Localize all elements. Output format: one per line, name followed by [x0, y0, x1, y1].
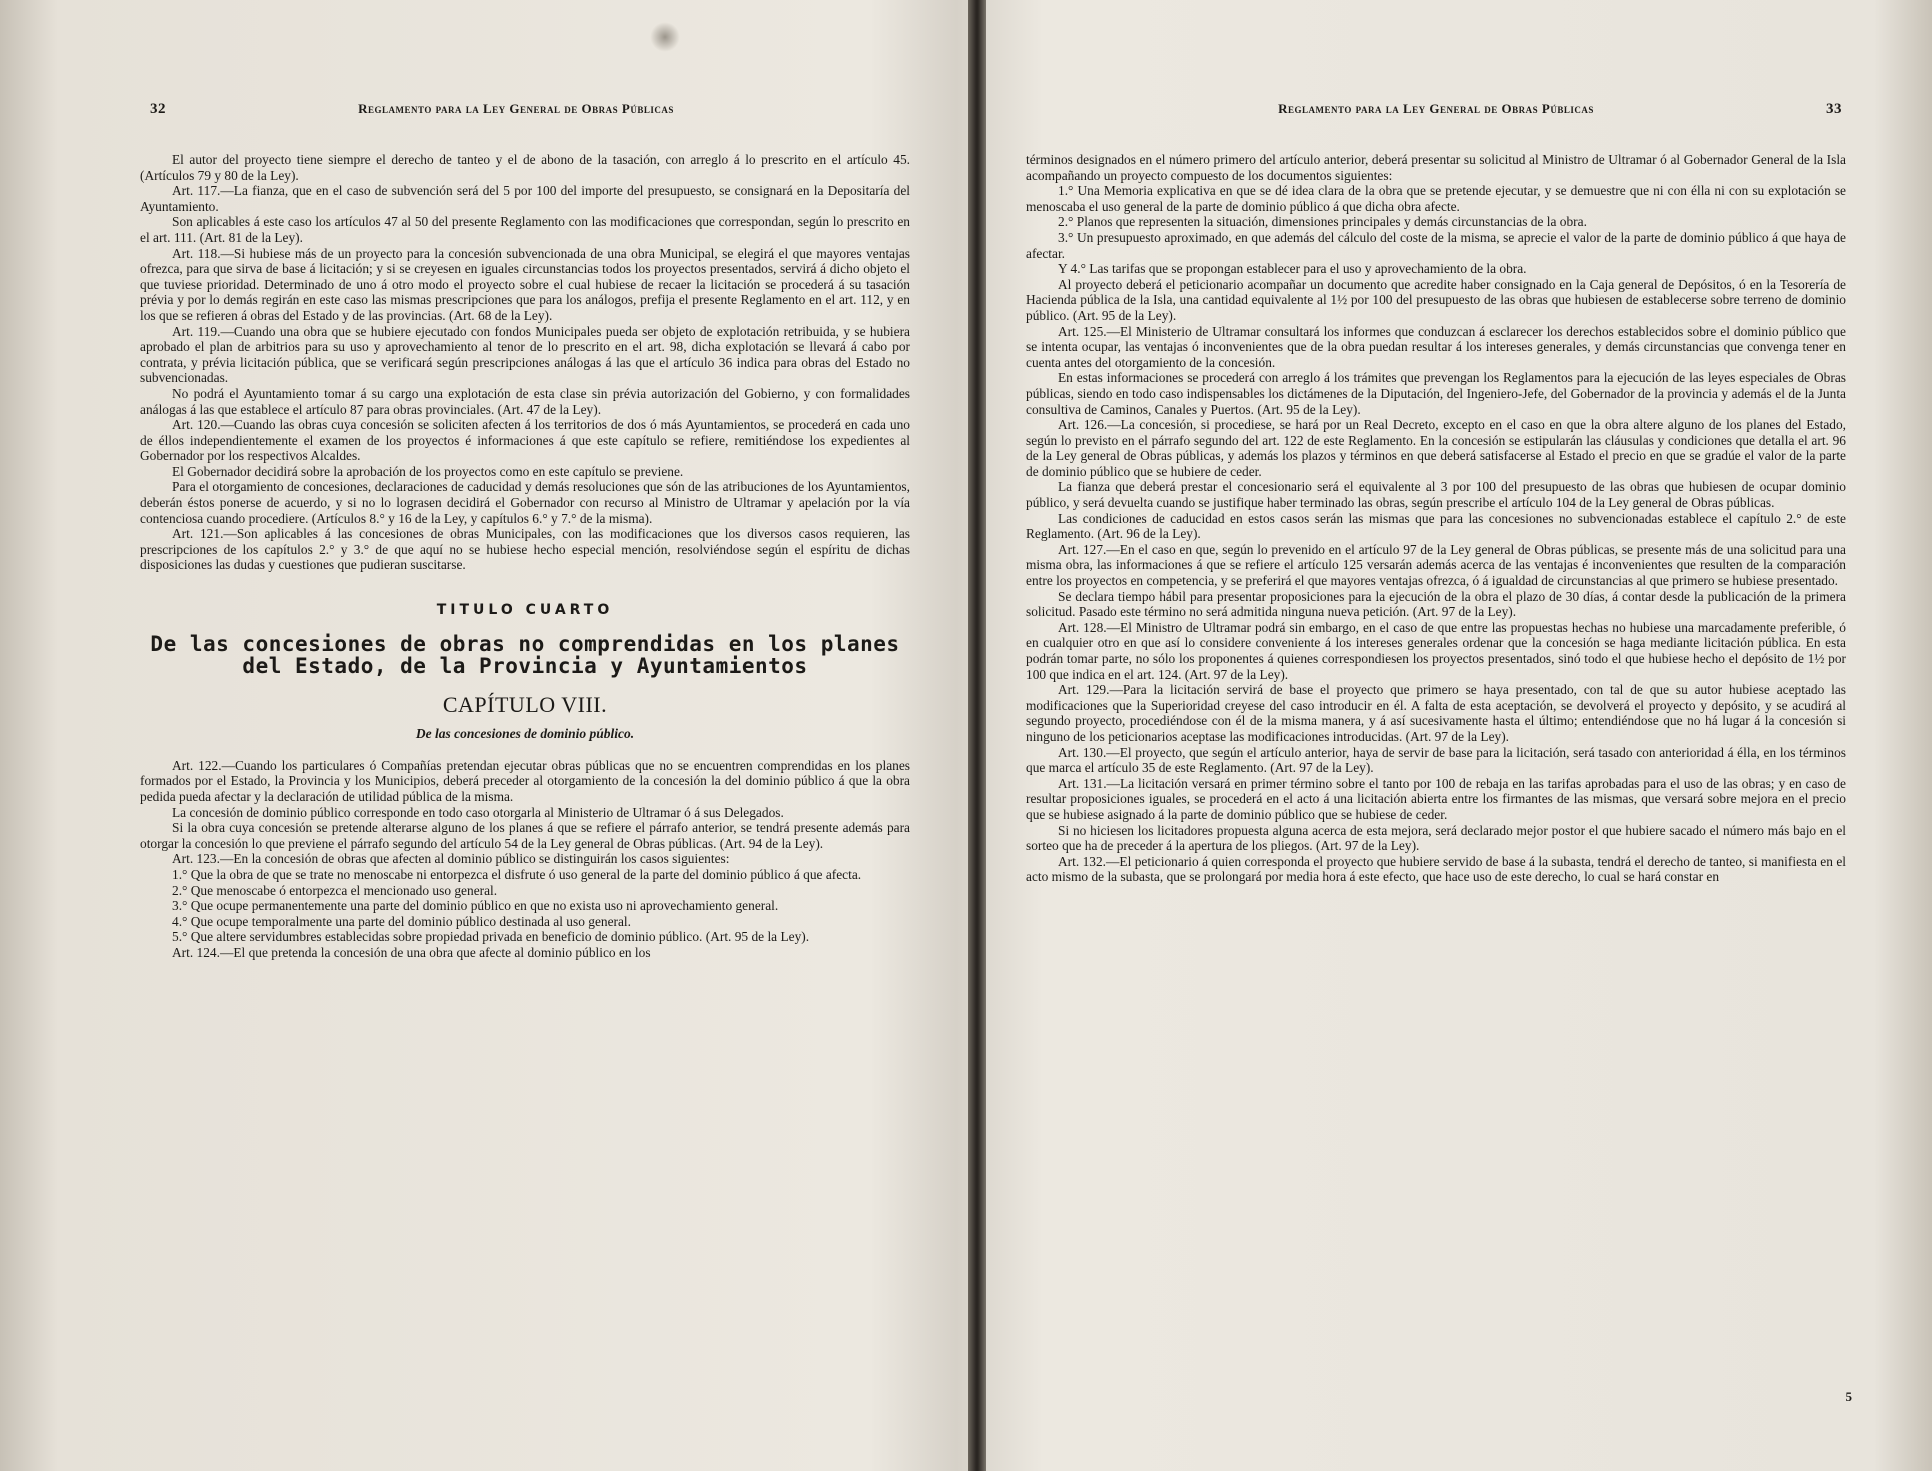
- paragraph: Las condiciones de caducidad en estos casos serán las mismas que para las concesiones no subvencionadas establece el capítulo 2.° de este Reglamento. (Art. 96 de la Ley).: [1026, 510, 1846, 542]
- paragraph: No podrá el Ayuntamiento tomar á su cargo una explotación de esta clase sin prévia autorización del Gobierno, y con formalidades análogas á las que establece el artículo 87 para obras provinciales. (Art. 47 de la Ley).: [140, 385, 910, 417]
- titulo-heading: TITULO CUARTO: [436, 602, 614, 619]
- list-item: 3.° Un presupuesto aproximado, en que además del cálculo del coste de la misma, se aprecie el valor de la parte de dominio público á que haya de afectar.: [1026, 229, 1846, 261]
- left-page-number: 32: [150, 100, 166, 117]
- paragraph: La fianza que deberá prestar el concesionario será el equivalente al 3 por 100 del presupuesto de las obras que hubiesen de ocupar dominio público, y será devuelta cuando se justifique haber terminado las obras, según prescribe el artículo 104 de la Ley general de Obras públicas.: [1026, 479, 1846, 511]
- paragraph: Art. 132.—El peticionario á quien corresponda el proyecto que hubiere servido de base á la subasta, tendrá el derecho de tanteo, si manifiesta en el acto mismo de la subasta, que se prolongará por media hora á este efecto, que hace uso de este derecho, lo cual se hará constar en: [1026, 853, 1846, 885]
- paragraph: Se declara tiempo hábil para presentar proposiciones para la ejecución de la obra el plazo de 30 días, á contar desde la publicación de la primera solicitud. Pasado este término no será admitida ninguna nueva petición. (Art. 97 de la Ley).: [1026, 588, 1846, 620]
- paragraph: Son aplicables á este caso los artículos 47 al 50 del presente Reglamento con las modificaciones que correspondan, según lo prescrito en el art. 111. (Art. 81 de la Ley).: [140, 214, 910, 245]
- paragraph: Art. 123.—En la concesión de obras que afecten al dominio público se distinguirán los casos siguientes:: [172, 851, 730, 867]
- paragraph: Si la obra cuya concesión se pretende alterarse alguno de los planes á que se refiere el párrafo anterior, se tendrá presente además para otorgar la concesión lo que previene el párrafo segundo del artículo 54 de la Ley general de Obras públicas. (Art. 94 de la Ley).: [140, 820, 910, 851]
- paragraph: Art. 119.—Cuando una obra que se hubiere ejecutado con fondos Municipales pueda ser objeto de explotación retribuida, y se hubiera aprobado el plan de arbitrios para su uso y aprovechamiento al tenor de lo prescrito en el art. 98, dicha explotación se llevará á cabo por contrata, y prévia licitación pública, que se verificará según prescripciones análogas á las que el artículo 36 indica para obras del Estado no subvencionadas.: [140, 323, 910, 386]
- left-running-header: [150, 98, 890, 120]
- paragraph: Art. 122.—Cuando los particulares ó Compañías pretendan ejecutar obras públicas que no se encuentren comprendidas en los planes formados por el Estado, la Provincia y los Municipios, deberá preceder al otorgamiento de la concesión la del dominio público á que la obra pedida pueda afectar y la declaración de utilidad pública de la misma.: [140, 757, 910, 804]
- right-page: [986, 0, 1932, 1471]
- book-gutter: [968, 0, 986, 1471]
- paragraph: Art. 126.—La concesión, si procediese, se hará por un Real Decreto, excepto en el caso en que la obra altere alguno de los planes del Estado, según lo previsto en el párrafo segundo del art. 122 de este Reglamento. En la concesión se estipularán las cláusulas y condiciones que detalla el art. 96 de la Ley general de Obras públicas, y además los plazos y términos en que deberá satisfacerse al Estado el precio en que se gradúe el valor de la parte de dominio público que se hubiere de ceder.: [1026, 417, 1846, 479]
- chapter-heading: CAPÍTULO VIII.: [442, 691, 608, 717]
- paragraph: Art. 124.—El que pretenda la concesión de una obra que afecte al dominio público en los: [172, 944, 651, 960]
- paragraph: Art. 128.—El Ministro de Ultramar podrá sin embargo, en el caso de que entre las propuestas hechas no hubiese una marcadamente preferible, ó en cualquier otro en que así lo considere conveniente á los intereses generales ordenar que la concesión se haga mediante licitación pública. En esta podrán tomar parte, no sólo los proponentes á quienes correspondiesen los proyectos presentados, sinó todo el que hubiese hecho el depósito de 1½ por 100 que indica en el art. 124. (Art. 97 de la Ley).: [1026, 619, 1846, 682]
- paragraph: Art. 120.—Cuando las obras cuya concesión se soliciten afecten á los territorios de dos ó más Ayuntamientos, se procederá en cada uno de éllos independientemente el examen de los proyectos é informaciones á que este capítulo se refiere, remitiéndose los expedientes al Gobernador por los respectivos Alcaldes.: [140, 417, 910, 464]
- paragraph: La concesión de dominio público corresponde en todo caso otorgarla al Ministerio de Ultramar ó á sus Delegados.: [172, 804, 784, 820]
- signature-mark: 5: [1845, 1389, 1852, 1404]
- paragraph: El Gobernador decidirá sobre la aprobación de los proyectos como en este capítulo se previene.: [172, 463, 684, 479]
- chapter-subtitle: De las concesiones de dominio público.: [415, 726, 635, 742]
- paragraph: En estas informaciones se procederá con arreglo á los trámites que prevengan los Reglamentos para la ejecución de las leyes especiales de Obras públicas, siendo en todo caso indispensables los dictámenes de la Diputación, del Ingeniero-Jefe, del Gobernador de la provincia y además el de la Junta consultiva de Caminos, Canales y Puertos. (Art. 95 de la Ley).: [1026, 370, 1846, 417]
- list-item: 4.° Que ocupe temporalmente una parte del dominio público destinada al uso general.: [172, 913, 632, 929]
- paragraph: Si no hiciesen los licitadores propuesta alguna acerca de esta mejora, será declarado mejor postor el que hubiere sacado el número más bajo en el sorteo que ha de preceder á la apertura de los pliegos. (Art. 97 de la Ley).: [1026, 822, 1846, 854]
- right-page-number: 33: [1826, 100, 1842, 117]
- list-item: 1.° Una Memoria explicativa en que se dé idea clara de la obra que se pretende ejecutar, y se demuestre que ni con élla ni con su explotación se menoscaba el uso general de la parte de dominio público á que dicha obra afecte.: [1026, 183, 1846, 214]
- paragraph: Art. 127.—En el caso en que, según lo prevenido en el artículo 97 de la Ley general de Obras públicas, se presente más de una solicitud para una misma obra, las informaciones á que se refiere el artículo 125 versarán además acerca de las ventajas é inconvenientes que resulten de la comparación entre los proyectos en competencia, y se preferirá el que mayores ventajas ofrezca, ó á igualdad de circunstancias al que primero se hubiese presentado.: [1026, 541, 1846, 589]
- left-page-body: [140, 152, 910, 961]
- list-item: 1.° Que la obra de que se trate no menoscabe ni entorpezca el disfrute ó uso general de la parte del dominio público á que afecta.: [172, 866, 862, 882]
- list-item: 2.° Planos que representen la situación, dimensiones principales y demás circunstancias de la obra.: [1058, 214, 1587, 230]
- right-running-head-text: Reglamento para la Ley General de Obras Públicas: [1278, 101, 1594, 116]
- list-item: 3.° Que ocupe permanentemente una parte del dominio público en que no exista uso ni aprovechamiento general.: [172, 898, 779, 914]
- right-page-body: [1026, 152, 1846, 885]
- section-title: De las concesiones de obras no comprendidas en los planes del Estado, de la Provincia y Ayuntamientos: [150, 631, 900, 678]
- paragraph: Para el otorgamiento de concesiones, declaraciones de caducidad y demás resoluciones que són de las atribuciones de los Ayuntamientos, deberán éstos ponerse de acuerdo, y si no lo lograsen decidirá el Gobernador con recurso al Ministro de Ultramar y apelación por la vía contenciosa cuando procediere. (Artículos 8.° y 16 de la Ley, y capítulos 6.° y 7.° de la misma).: [140, 479, 910, 526]
- paragraph: Art. 129.—Para la licitación servirá de base el proyecto que primero se haya presentado, con tal de que su autor hubiese aceptado las modificaciones que la Superioridad creyese del caso introducir en él. A falta de esta aceptación, se devolverá el proyecto y depósito, y se acudirá al segundo proyecto, procediéndose con él de la misma manera, y á así sucesivamente hasta el último; entendiéndose que no há lugar á la concesión si ninguno de los peticionarios aceptase las modificaciones introducidas. (Art. 97 de la Ley).: [1026, 682, 1846, 744]
- paragraph: Art. 117.—La fianza, que en el caso de subvención será del 5 por 100 del importe del presupuesto, se consignará en la Depositaría del Ayuntamiento.: [140, 183, 910, 214]
- paragraph: términos designados en el número primero del artículo anterior, deberá presentar su solicitud al Ministro de Ultramar ó al Gobernador General de la Isla acompañando un proyecto compuesto de los documentos siguientes:: [1026, 152, 1846, 183]
- paragraph: Art. 130.—El proyecto, que según el artículo anterior, haya de servir de base para la licitación, será tasado con anterioridad á élla, en los términos que marca el artículo 35 de este Reglamento. (Art. 97 de la Ley).: [1026, 744, 1846, 776]
- paragraph: Art. 121.—Son aplicables á las concesiones de obras Municipales, con las modificaciones que los diversos casos requieren, las prescripciones de los capítulos 2.° y 3.° de que aquí no se hubiese hecho especial mención, resolviéndose según el espíritu de dichas disposiciones las dudas y cuestiones que pudieran suscitarse.: [140, 526, 910, 573]
- paragraph: El autor del proyecto tiene siempre el derecho de tanteo y el de abono de la tasación, con arreglo á lo prescrito en el artículo 45. (Artículos 79 y 80 de la Ley).: [140, 152, 910, 183]
- right-running-header: [1022, 98, 1842, 120]
- list-item: 2.° Que menoscabe ó entorpezca el mencionado uso general.: [172, 882, 498, 898]
- paragraph: Al proyecto deberá el peticionario acompañar un documento que acredite haber consignado en la Caja general de Depósitos, ó en la Tesorería de Hacienda pública de la Isla, una cantidad equivalente al 1½ por 100 del presupuesto de las obras que hubiesen de establecerse sobre terreno de dominio público. (Art. 95 de la Ley).: [1026, 276, 1846, 323]
- paragraph: Art. 118.—Si hubiese más de un proyecto para la concesión subvencionada de una obra Municipal, se elegirá el que mayores ventajas ofrezca, para que sirva de base á licitación; y si se creyesen en iguales circunstancias todos los proyectos presentados, servirá á dicho objeto el que tuviese prioridad. Determinado de uno á otro modo el proyecto sobre el cual hubiese de recaer la licitación se procederá á su tasación prévia y por lo demás regirán en este caso las mismas prescripciones que para los análogos, prefija el presente Reglamento en el art. 112, y en los que se refieren á obras del Estado y de las provincias. (Art. 68 de la Ley).: [140, 245, 910, 323]
- left-running-head-text: Reglamento para la Ley General de Obras Públicas: [358, 101, 674, 116]
- paragraph: Art. 131.—La licitación versará en primer término sobre el tanto por 100 de rebaja en las tarifas aprobadas para el uso de las obras; y en caso de resultar proposiciones iguales, se procederá en el acto á una licitación abierta entre los firmantes de las mismas, que versará sobre mejora en el precio que se hubiese asignado á la parte de dominio público que se hubiese de ceder.: [1026, 775, 1846, 822]
- list-item: Y 4.° Las tarifas que se propongan establecer para el uso y aprovechamiento de la obra.: [1058, 261, 1527, 277]
- paragraph: Art. 125.—El Ministerio de Ultramar consultará los informes que conduzcan á esclarecer los derechos establecidos sobre el dominio público que se intenta ocupar, las ventajas ó inconvenientes que de la obra puedan resultar á los intereses generales, y demás circunstancias que convenga tener en cuenta antes del otorgamiento de la concesión.: [1026, 323, 1846, 370]
- list-item: 5.° Que altere servidumbres establecidas sobre propiedad privada en beneficio de dominio público. (Art. 95 de la Ley).: [172, 929, 810, 945]
